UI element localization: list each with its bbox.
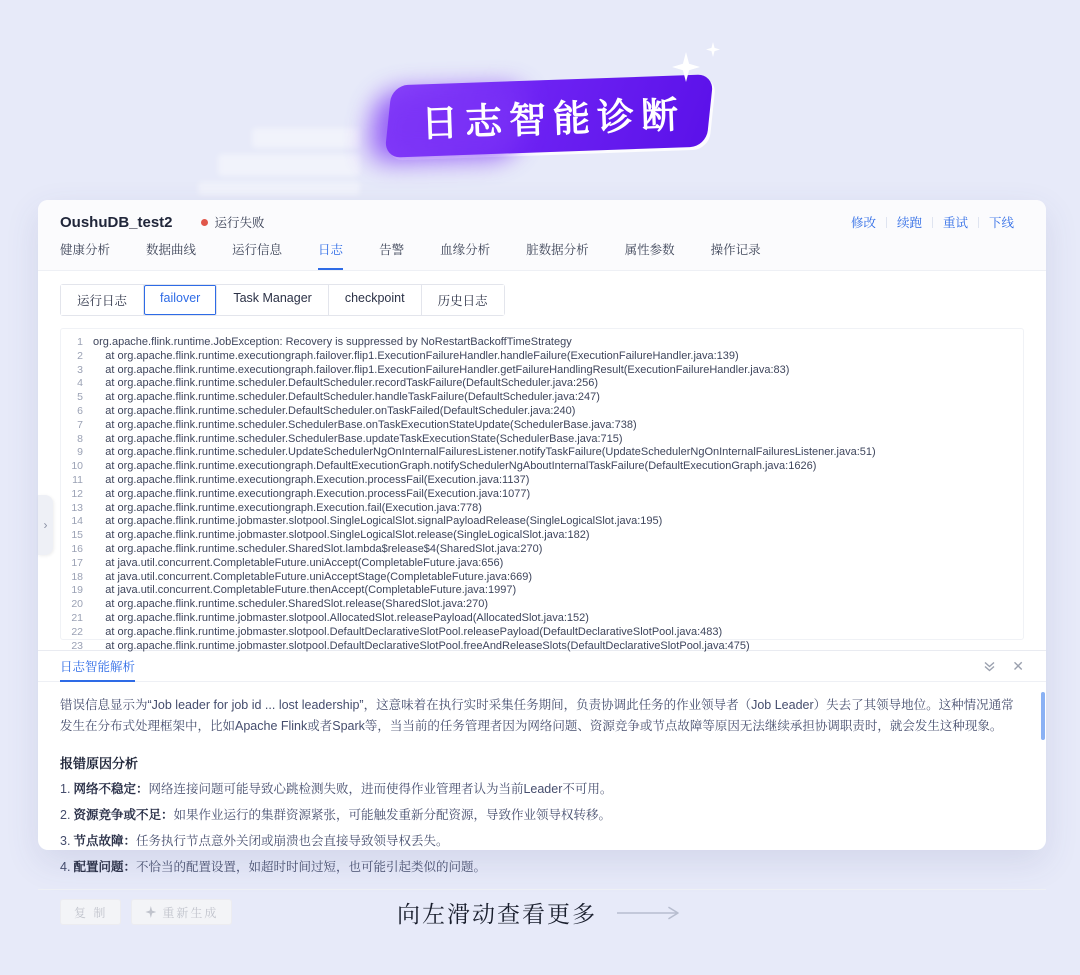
reason-label: 配置问题：: [73, 860, 136, 874]
tab-data-curve[interactable]: 数据曲线: [146, 243, 197, 257]
line-number: [61, 433, 93, 447]
copy-button[interactable]: [60, 899, 121, 925]
subtab-task-manager[interactable]: Task Manager: [217, 285, 329, 315]
background-watermark: [218, 154, 360, 176]
resume-button[interactable]: 续跑: [896, 216, 922, 230]
subtab-run-log[interactable]: 运行日志: [61, 285, 144, 315]
reason-text: 不恰当的配置设置，如超时时间过短，也可能引起类似的问题。: [135, 860, 486, 874]
background-watermark: [198, 182, 360, 195]
log-line: at org.apache.flink.runtime.scheduler.SchedulerBase.onTaskExecutionStateUpdate(SchedulerBase.java:738): [61, 419, 1023, 433]
log-line: org.apache.flink.runtime.JobException: Recovery is suppressed by NoRestartBackoffTimeStrategy: [61, 336, 1023, 350]
tab-health-analysis[interactable]: 健康分析: [60, 243, 111, 257]
reason-item: [60, 833, 1024, 850]
offline-button[interactable]: 下线: [988, 216, 1014, 230]
line-number: [61, 557, 93, 571]
close-icon[interactable]: ✕: [1012, 657, 1024, 674]
reason-item: [60, 781, 1024, 798]
log-line: at org.apache.flink.runtime.executiongraph.DefaultExecutionGraph.notifySchedulerNgAboutInternalTaskFailure(DefaultExecutionGraph.java:1626): [61, 460, 1023, 474]
job-title: OushuDB_test2: [60, 213, 173, 231]
tab-alert[interactable]: 告警: [379, 243, 405, 257]
tab-operation-record[interactable]: 操作记录: [710, 243, 761, 257]
log-line: at org.apache.flink.runtime.scheduler.DefaultScheduler.onTaskFailed(DefaultScheduler.java:240): [61, 405, 1023, 419]
arrow-right-icon: [617, 906, 683, 920]
log-line: at org.apache.flink.runtime.jobmaster.slotpool.SingleLogicalSlot.release(SingleLogicalSlot.java:182): [61, 529, 1023, 543]
line-number: [61, 488, 93, 502]
reason-text: 如果作业运行的集群资源紧张，可能触发重新分配资源，导致作业领导权转移。: [173, 808, 611, 822]
line-number: [61, 350, 93, 364]
reason-number: 4.: [60, 860, 71, 874]
banner: [384, 74, 713, 158]
log-line: at org.apache.flink.runtime.executiongraph.failover.flip1.ExecutionFailureHandler.handleFailure(ExecutionFailureHandler.java:139): [61, 350, 1023, 364]
banner-title: 日志智能诊断: [419, 94, 686, 145]
log-type-switcher: [60, 284, 505, 316]
log-line: at org.apache.flink.runtime.jobmaster.slotpool.AllocatedSlot.releasePayload(AllocatedSlot.java:152): [61, 612, 1023, 626]
reason-label: 网络不稳定：: [73, 782, 149, 796]
line-number: [61, 515, 93, 529]
copy-button-label: 复 制: [74, 905, 108, 920]
subtab-history-log[interactable]: 历史日志: [422, 285, 504, 315]
subtab-failover[interactable]: failover: [144, 285, 217, 315]
line-number: [61, 405, 93, 419]
reason-label: 节点故障：: [73, 834, 136, 848]
line-number: [61, 612, 93, 626]
tab-dirty-data-analysis[interactable]: 脏数据分析: [526, 243, 589, 257]
sparkle-icon: [706, 42, 720, 57]
log-analysis-panel: [38, 650, 1046, 931]
line-number: [61, 377, 93, 391]
line-number: [61, 571, 93, 585]
reason-text: 网络连接问题可能导致心跳检测失败，进而使得作业管理者认为当前Leader不可用。: [148, 782, 613, 796]
analysis-header: [38, 651, 1046, 682]
modify-button[interactable]: 修改: [850, 216, 876, 230]
log-line: at org.apache.flink.runtime.scheduler.DefaultScheduler.handleTaskFailure(DefaultScheduler.java:247): [61, 391, 1023, 405]
line-number: [61, 529, 93, 543]
reason-section-title: 报错原因分析: [60, 756, 139, 771]
analysis-tab[interactable]: 日志智能解析: [60, 651, 135, 682]
line-number: [61, 543, 93, 557]
retry-button[interactable]: 重试: [942, 216, 968, 230]
line-number: [61, 474, 93, 488]
log-viewer[interactable]: [60, 328, 1024, 652]
reason-label: 资源竞争或不足：: [73, 808, 174, 822]
background-watermark: [252, 128, 360, 148]
log-line: at org.apache.flink.runtime.jobmaster.slotpool.SingleLogicalSlot.signalPayloadRelease(SingleLogicalSlot.java:195): [61, 515, 1023, 529]
line-number: [61, 364, 93, 378]
collapse-double-chevron-icon[interactable]: [983, 660, 996, 673]
subtab-checkpoint[interactable]: checkpoint: [329, 285, 422, 315]
log-line: at java.util.concurrent.CompletableFuture.uniAcceptStage(CompletableFuture.java:669): [61, 571, 1023, 585]
log-line: at org.apache.flink.runtime.scheduler.SchedulerBase.updateTaskExecutionState(SchedulerBase.java:715): [61, 433, 1023, 447]
line-number: [61, 502, 93, 516]
log-line: at org.apache.flink.runtime.jobmaster.slotpool.DefaultDeclarativeSlotPool.freeAndReleaseSlots(DefaultDeclarativeSlotPool.java:475): [61, 640, 1023, 654]
line-number: [61, 419, 93, 433]
log-line: at java.util.concurrent.CompletableFuture.uniAccept(CompletableFuture.java:656): [61, 557, 1023, 571]
log-line: at org.apache.flink.runtime.jobmaster.slotpool.DefaultDeclarativeSlotPool.releasePayload(DefaultDeclarativeSlotPool.java:483): [61, 626, 1023, 640]
chevron-right-icon: ›: [43, 518, 48, 532]
tab-property-params[interactable]: 属性参数: [624, 243, 675, 257]
log-line: at org.apache.flink.runtime.executiongraph.Execution.fail(Execution.java:778): [61, 502, 1023, 516]
line-number: [61, 626, 93, 640]
swipe-hint: [397, 896, 683, 929]
card-header: [38, 200, 1046, 271]
line-number: [61, 460, 93, 474]
regenerate-button-label: 重新生成: [162, 905, 219, 920]
swipe-hint-text: 向左滑动查看更多: [397, 901, 597, 927]
tab-lineage-analysis[interactable]: 血缘分析: [440, 243, 491, 257]
line-number: [61, 391, 93, 405]
log-line: at org.apache.flink.runtime.scheduler.UpdateSchedulerNgOnInternalFailuresListener.notifyTaskFailure(UpdateSchedulerNgOnInternalFailuresListener.java:51): [61, 446, 1023, 460]
reason-number: 3.: [60, 834, 71, 848]
reason-item: [60, 859, 1024, 876]
log-line: at org.apache.flink.runtime.executiongraph.Execution.processFail(Execution.java:1077): [61, 488, 1023, 502]
line-number: [61, 584, 93, 598]
header-actions: [841, 213, 1024, 231]
card-body: [38, 271, 1046, 931]
regenerate-button[interactable]: [131, 899, 232, 925]
reason-number: 2.: [60, 808, 71, 822]
log-line: at java.util.concurrent.CompletableFuture.thenAccept(CompletableFuture.java:1997): [61, 584, 1023, 598]
tab-log[interactable]: 日志: [318, 240, 343, 270]
log-line: at org.apache.flink.runtime.executiongraph.Execution.processFail(Execution.java:1137): [61, 474, 1023, 488]
analysis-summary: 错误信息显示为“Job leader for job id ... lost leadership”，这意味着在执行实时采集任务期间，负责协调此任务的作业领导者（Job Leader）失去了其领导地位。这种情况通常发生在分布式处理框架中，比如Apache Flink或者Spark等，当当前的任务管理者因为网络问题、资源竞争或节点故障等原因无法继续承担协调职责时，就会发生这种现象。: [60, 698, 1014, 733]
side-panel-expand-handle[interactable]: [38, 495, 53, 555]
status-text: 运行失败: [214, 216, 265, 230]
line-number: [61, 336, 93, 350]
line-number: [61, 446, 93, 460]
magic-sparkle-icon: [145, 906, 156, 918]
title-row: [60, 200, 1024, 236]
analysis-body: [38, 682, 1046, 876]
reason-text: 任务执行节点意外关闭或崩溃也会直接导致领导权丢失。: [135, 834, 449, 848]
status-badge: [201, 213, 265, 231]
log-line: at org.apache.flink.runtime.executiongraph.failover.flip1.ExecutionFailureHandler.getFailureHandlingResult(ExecutionFailureHandler.java:83): [61, 364, 1023, 378]
reason-number: 1.: [60, 782, 71, 796]
tab-run-info[interactable]: 运行信息: [232, 243, 283, 257]
status-dot-icon: [201, 219, 208, 226]
reason-item: [60, 807, 1024, 824]
log-line: at org.apache.flink.runtime.scheduler.DefaultScheduler.recordTaskFailure(DefaultScheduler.java:256): [61, 377, 1023, 391]
line-number: [61, 598, 93, 612]
log-line: at org.apache.flink.runtime.scheduler.SharedSlot.release(SharedSlot.java:270): [61, 598, 1023, 612]
vertical-scrollbar[interactable]: [1041, 692, 1045, 740]
main-tab-bar: [60, 236, 1024, 270]
log-line: at org.apache.flink.runtime.scheduler.SharedSlot.lambda$release$4(SharedSlot.java:270): [61, 543, 1023, 557]
